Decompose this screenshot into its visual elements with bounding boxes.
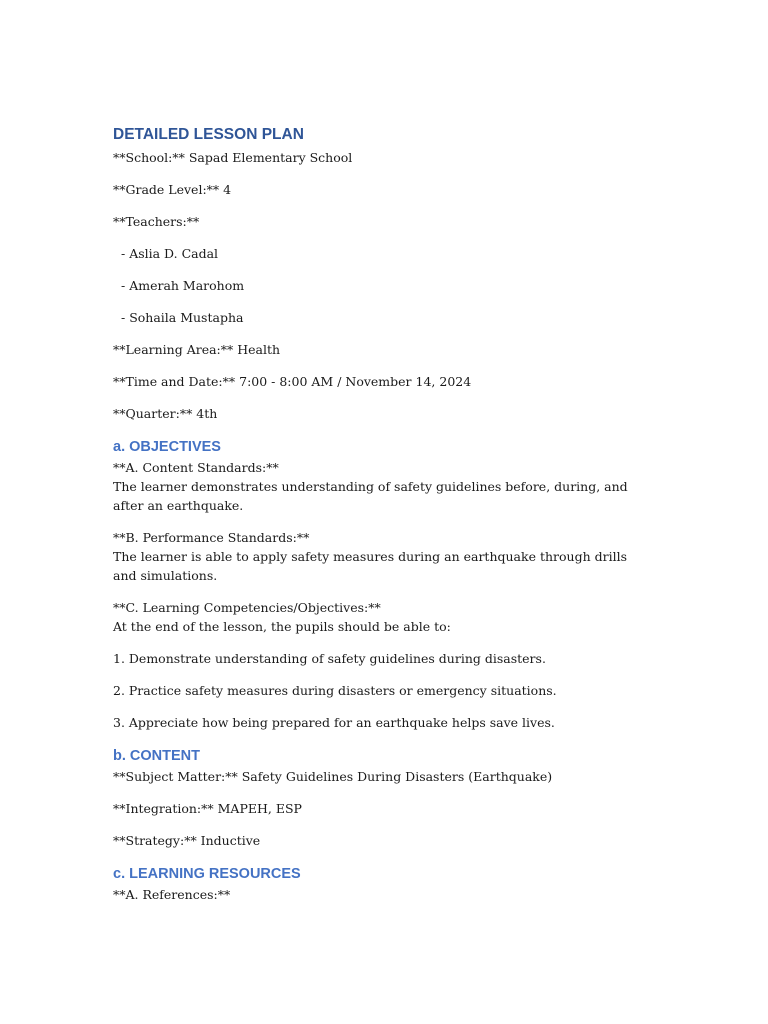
- objective-item: 3. Appreciate how being prepared for an earthquake helps save lives.: [113, 715, 555, 730]
- grade-level-line: **Grade Level:** 4: [113, 182, 232, 197]
- performance-standards-text: The learner is able to apply safety measures during an earthquake through drills and simulations.: [113, 549, 627, 583]
- teacher-item: - Amerah Marohom: [121, 278, 245, 293]
- strategy-line: **Strategy:** Inductive: [113, 833, 261, 848]
- content-standards-text: The learner demonstrates understanding of safety guidelines before, during, and after an earthquake.: [113, 479, 628, 513]
- learning-resources-heading: c. LEARNING RESOURCES: [113, 866, 301, 882]
- performance-standards-block: [113, 528, 653, 585]
- teachers-label: **Teachers:**: [113, 214, 200, 229]
- content-standards-label: **A. Content Standards:**: [113, 460, 279, 475]
- competencies-intro: At the end of the lesson, the pupils should be able to:: [113, 619, 451, 634]
- objective-item: 1. Demonstrate understanding of safety guidelines during disasters.: [113, 651, 546, 666]
- integration-line: **Integration:** MAPEH, ESP: [113, 801, 302, 816]
- competencies-label: **C. Learning Competencies/Objectives:**: [113, 600, 381, 615]
- references-label: **A. References:**: [113, 887, 231, 902]
- subject-matter-line: **Subject Matter:** Safety Guidelines During Disasters (Earthquake): [113, 769, 553, 784]
- content-heading: b. CONTENT: [113, 748, 200, 764]
- school-line: **School:** Sapad Elementary School: [113, 150, 353, 165]
- learning-area-line: **Learning Area:** Health: [113, 342, 281, 357]
- teacher-item: - Sohaila Mustapha: [121, 310, 244, 325]
- teacher-item: - Aslia D. Cadal: [121, 246, 219, 261]
- performance-standards-label: **B. Performance Standards:**: [113, 530, 310, 545]
- content-standards-block: [113, 458, 653, 515]
- quarter-line: **Quarter:** 4th: [113, 406, 218, 421]
- document-page: [113, 124, 653, 917]
- document-title: DETAILED LESSON PLAN: [113, 126, 304, 143]
- objectives-heading: a. OBJECTIVES: [113, 439, 221, 455]
- objective-item: 2. Practice safety measures during disasters or emergency situations.: [113, 683, 557, 698]
- competencies-block: [113, 598, 653, 636]
- time-date-line: **Time and Date:** 7:00 - 8:00 AM / November 14, 2024: [113, 374, 472, 389]
